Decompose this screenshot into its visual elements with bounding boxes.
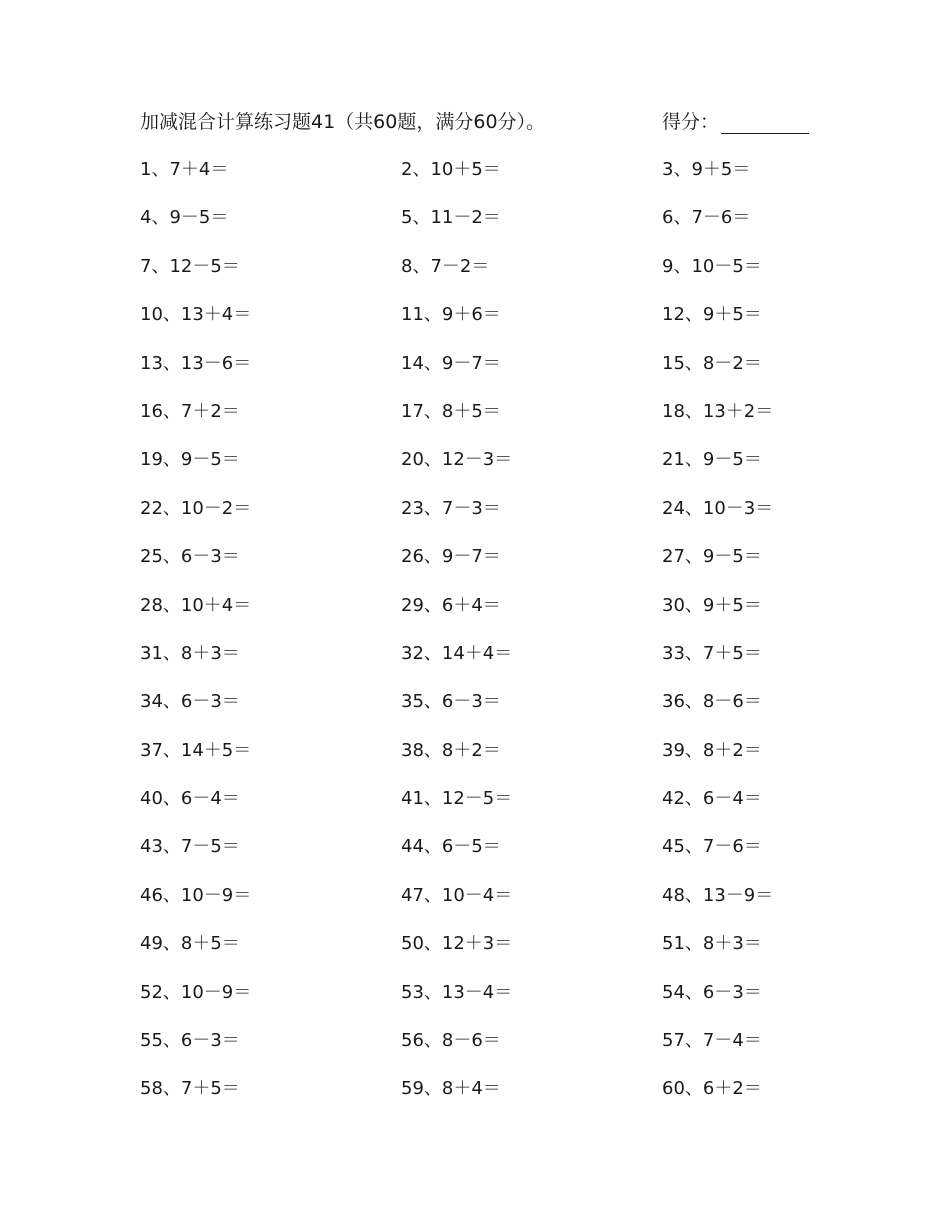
problem-item: 49、8＋5＝ <box>140 933 240 955</box>
problem-item: 12、9＋5＝ <box>662 304 762 326</box>
problem-item: 43、7－5＝ <box>140 836 240 858</box>
problem-item: 1、7＋4＝ <box>140 159 229 180</box>
problem-item: 44、6－5＝ <box>401 836 501 858</box>
problem-item: 24、10－3＝ <box>662 497 774 519</box>
problem-grid <box>140 154 840 1122</box>
problem-item: 13、13－6＝ <box>140 352 252 374</box>
problem-item: 40、6－4＝ <box>140 788 240 810</box>
score-field <box>662 106 809 138</box>
problem-item: 33、7＋5＝ <box>662 642 762 664</box>
problem-item: 50、12＋3＝ <box>401 933 513 955</box>
problem-item: 27、9－5＝ <box>662 546 762 568</box>
problem-item: 41、12－5＝ <box>401 788 513 810</box>
problem-item: 59、8＋4＝ <box>401 1078 501 1100</box>
problem-item: 34、6－3＝ <box>140 691 240 713</box>
problem-item: 11、9＋6＝ <box>401 304 501 326</box>
score-blank-line[interactable] <box>721 111 809 134</box>
problem-item: 3、9＋5＝ <box>662 159 751 180</box>
problem-item: 30、9＋5＝ <box>662 594 762 616</box>
problem-item: 17、8＋5＝ <box>401 400 501 422</box>
problem-item: 47、10－4＝ <box>401 884 513 906</box>
problem-item: 39、8＋2＝ <box>662 739 762 761</box>
problem-item: 31、8＋3＝ <box>140 642 240 664</box>
problem-item: 48、13－9＝ <box>662 884 774 906</box>
problem-item: 58、7＋5＝ <box>140 1078 240 1100</box>
problem-item: 38、8＋2＝ <box>401 739 501 761</box>
problem-item: 28、10＋4＝ <box>140 594 252 616</box>
problem-item: 21、9－5＝ <box>662 449 762 471</box>
problem-item: 56、8－6＝ <box>401 1030 501 1052</box>
problem-item: 22、10－2＝ <box>140 497 252 519</box>
problem-item: 15、8－2＝ <box>662 352 762 374</box>
problem-item: 35、6－3＝ <box>401 691 501 713</box>
problem-item: 29、6＋4＝ <box>401 594 501 616</box>
problem-item: 55、6－3＝ <box>140 1030 240 1052</box>
problem-item: 32、14＋4＝ <box>401 642 513 664</box>
problem-item: 53、13－4＝ <box>401 981 513 1003</box>
problem-item: 42、6－4＝ <box>662 788 762 810</box>
problem-item: 5、11－2＝ <box>401 207 501 229</box>
problem-item: 18、13＋2＝ <box>662 400 774 422</box>
problem-item: 60、6＋2＝ <box>662 1078 762 1100</box>
problem-item: 23、7－3＝ <box>401 497 501 519</box>
problem-item: 20、12－3＝ <box>401 449 513 471</box>
problem-item: 54、6－3＝ <box>662 981 762 1003</box>
problem-item: 6、7－6＝ <box>662 207 751 229</box>
problem-item: 45、7－6＝ <box>662 836 762 858</box>
problem-item: 16、7＋2＝ <box>140 400 240 422</box>
problem-item: 37、14＋5＝ <box>140 739 252 761</box>
problem-item: 25、6－3＝ <box>140 546 240 568</box>
problem-item: 46、10－9＝ <box>140 884 252 906</box>
problem-item: 8、7－2＝ <box>401 255 490 277</box>
problem-item: 36、8－6＝ <box>662 691 762 713</box>
score-label: 得分： <box>662 111 720 133</box>
problem-item: 14、9－7＝ <box>401 352 501 374</box>
worksheet-header <box>140 106 820 138</box>
problem-item: 10、13＋4＝ <box>140 304 252 326</box>
worksheet-title: 加减混合计算练习题41（共60题，满分60分）。 <box>140 111 546 133</box>
problem-item: 51、8＋3＝ <box>662 933 762 955</box>
problem-item: 4、9－5＝ <box>140 207 229 229</box>
problem-item: 19、9－5＝ <box>140 449 240 471</box>
problem-item: 2、10＋5＝ <box>401 159 501 180</box>
problem-item: 26、9－7＝ <box>401 546 501 568</box>
problem-item: 57、7－4＝ <box>662 1030 762 1052</box>
problem-item: 52、10－9＝ <box>140 981 252 1003</box>
problem-item: 7、12－5＝ <box>140 255 240 277</box>
problem-item: 9、10－5＝ <box>662 255 762 277</box>
